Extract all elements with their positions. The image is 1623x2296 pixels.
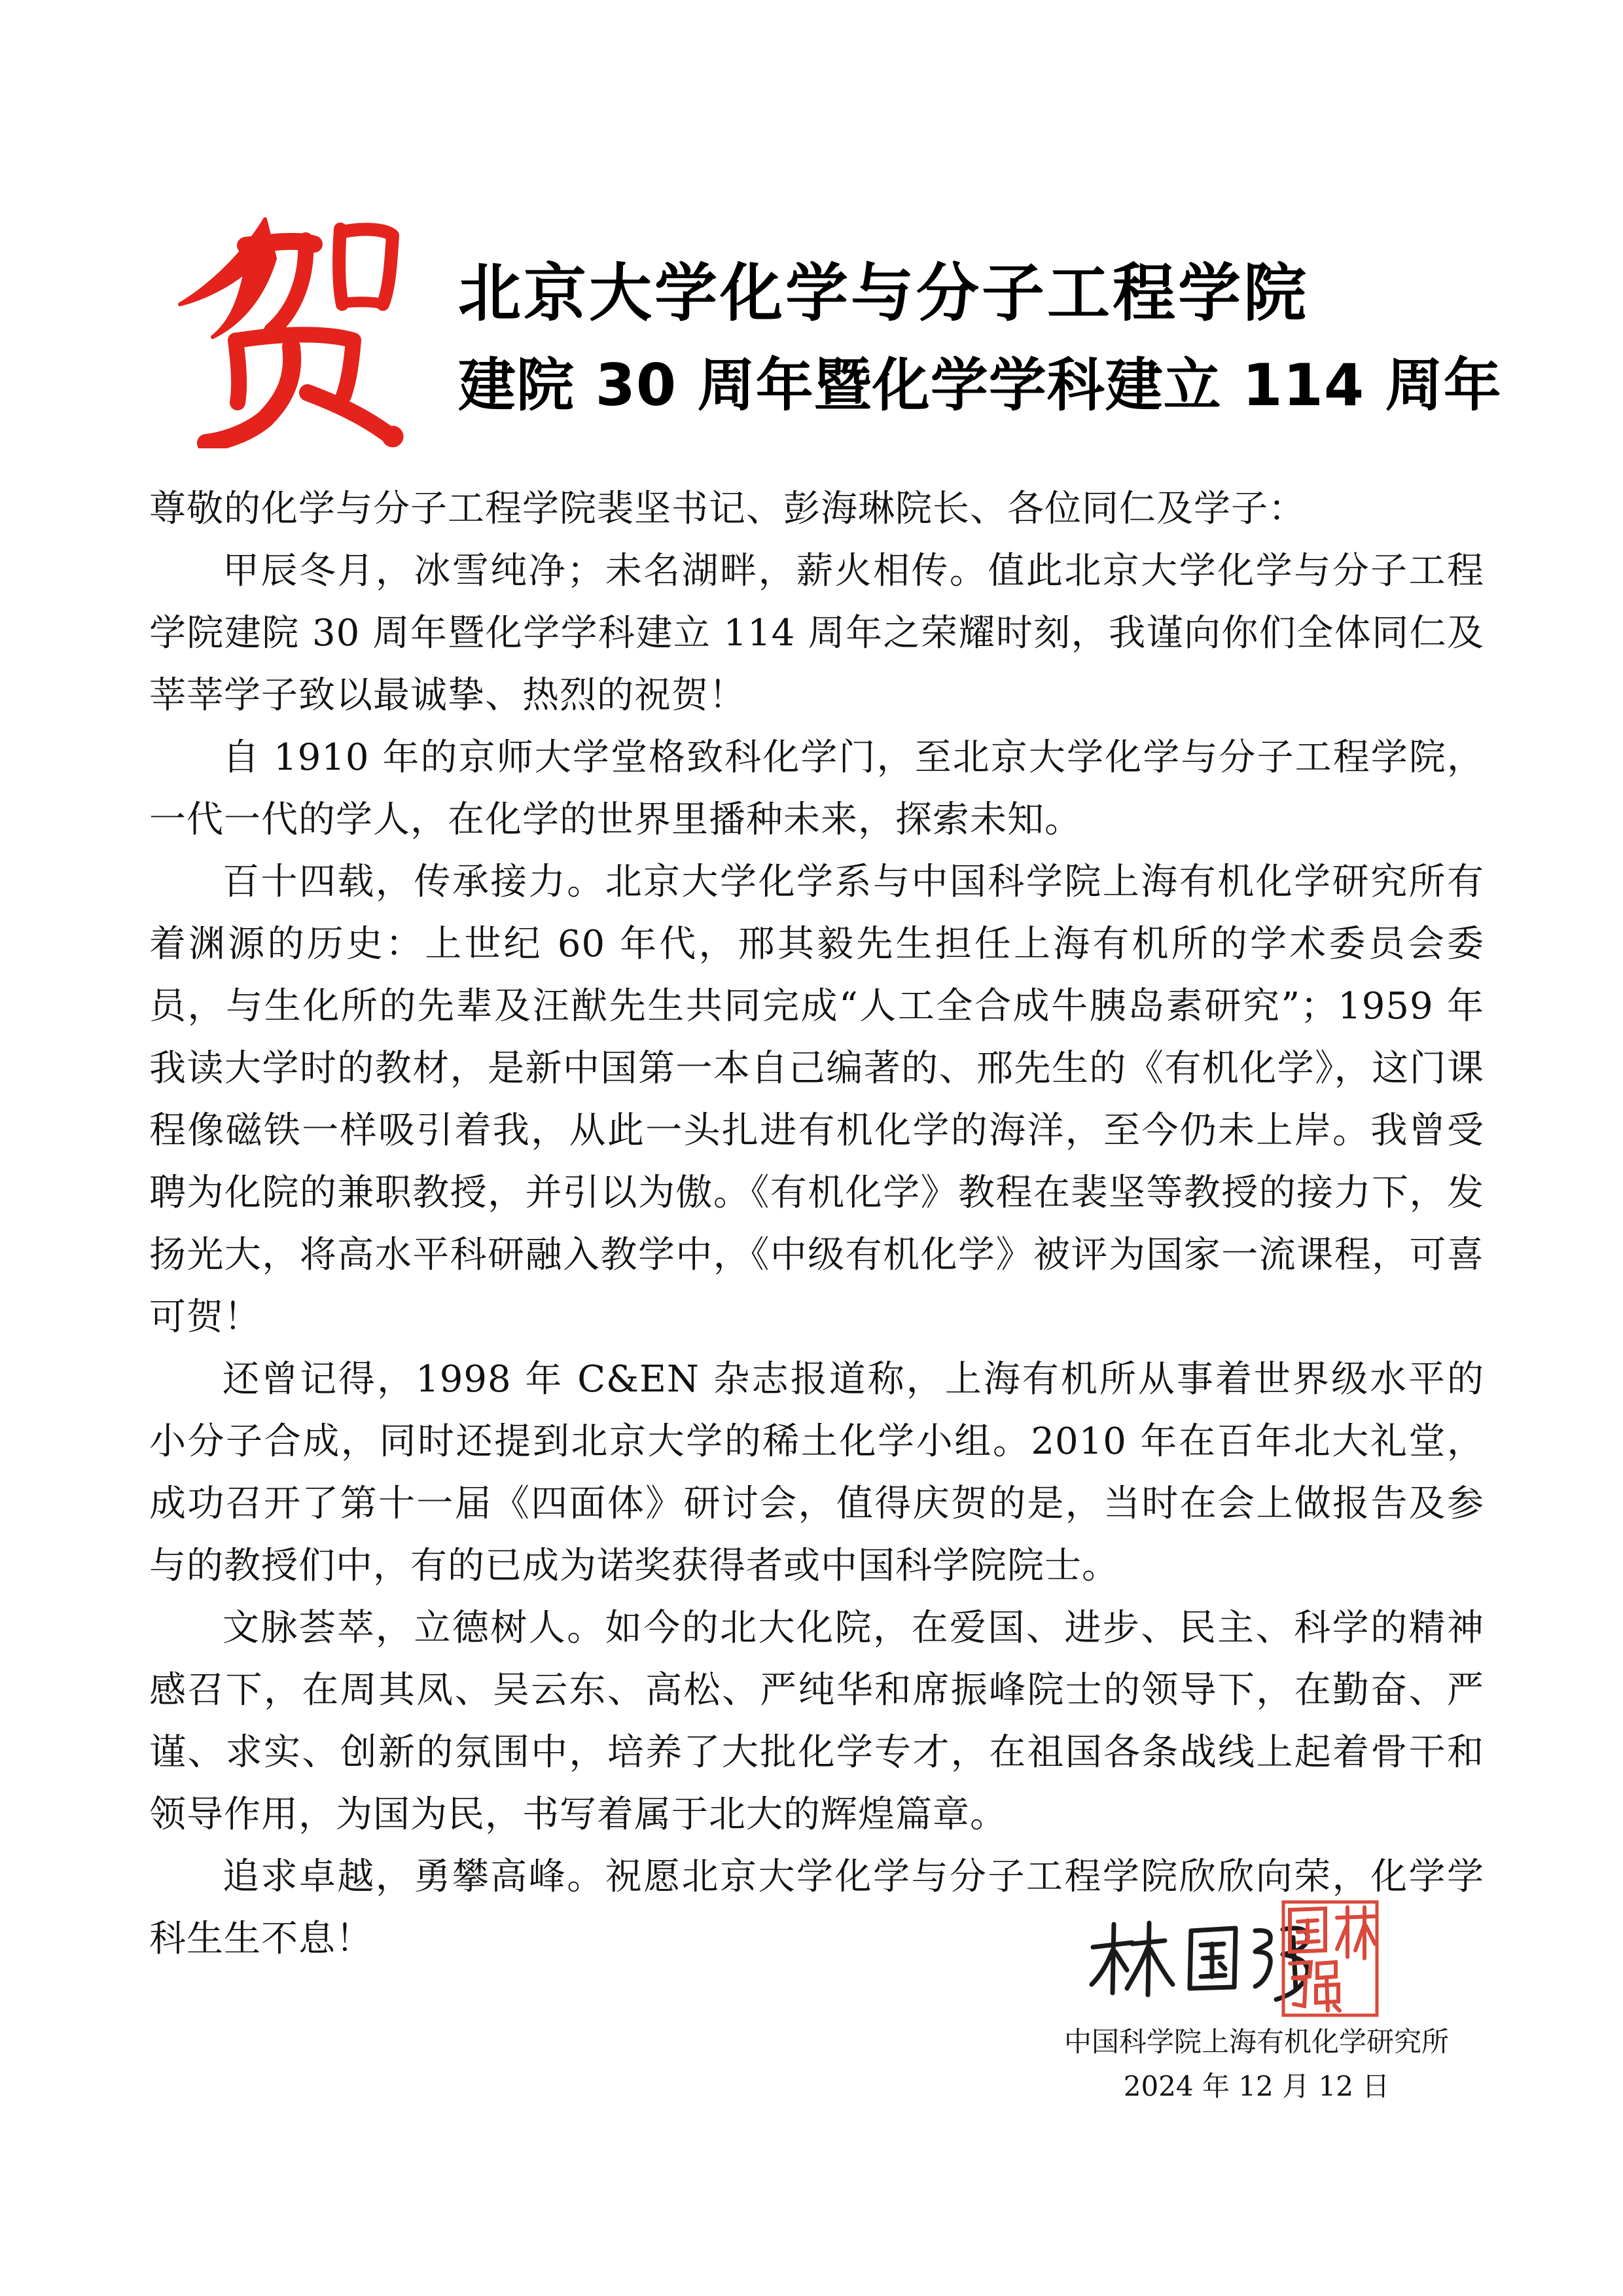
paragraph: 还曾记得，1998 年 C&EN 杂志报道称，上海有机所从事着世界级水平的小分子合成，同时还提到北京大学的稀土化学小组。2010 年在百年北大礼堂，成功召开了第十一届《四面体》研讨会，值得庆贺的是，当时在会上做报告及参与的教授们中，有的已成为诺奖获得者或中国科学院院士。 bbox=[149, 1358, 1484, 1587]
paragraph: 追求卓越，勇攀高峰。祝愿北京大学化学与分子工程学院欣欣向荣，化学学科生生不息！ bbox=[149, 1856, 1484, 1960]
organization-name: 中国科学院上海有机化学研究所 bbox=[1063, 2026, 1449, 2058]
salutation: 尊敬的化学与分子工程学院裴坚书记、彭海琳院长、各位同仁及学子： bbox=[149, 488, 1306, 530]
signature-block bbox=[982, 1898, 1505, 2121]
congratulations-logo-icon bbox=[167, 206, 416, 448]
paragraph: 甲辰冬月，冰雪纯净；未名湖畔，薪火相传。值此北京大学化学与分子工程学院建院 30 周年暨化学学科建立 114 周年之荣耀时刻，我谨向你们全体同仁及莘莘学子致以最诚挚、热烈的祝贺！ bbox=[149, 550, 1484, 717]
signature-date: 2024 年 12 月 12 日 bbox=[1123, 2070, 1390, 2102]
letter-body bbox=[149, 478, 1484, 1970]
paragraph: 自 1910 年的京师大学堂格致科化学门，至北京大学化学与分子工程学院，一代一代的学人，在化学的世界里播种未来，探索未知。 bbox=[149, 736, 1484, 841]
paragraph: 百十四载，传承接力。北京大学化学系与中国科学院上海有机化学研究所有着渊源的历史：上世纪 60 年代，邢其毅先生担任上海有机所的学术委员会委员，与生化所的先辈及汪猷先生共同完成“人工全合成牛胰岛素研究”；1959 年我读大学时的教材，是新中国第一本自己编著的、邢先生的《有机化学》，这门课程像磁铁一样吸引着我，从此一头扎进有机化学的海洋，至今仍未上岸。我曾受聘为化院的兼职教授，并引以为傲。《有机化学》教程在裴坚等教授的接力下，发扬光大，将高水平科研融入教学中，《中级有机化学》被评为国家一流课程，可喜可贺！ bbox=[149, 861, 1484, 1338]
seal-stamp-icon bbox=[1279, 1898, 1381, 2019]
page-subtitle: 建院 30 周年暨化学学科建立 114 周年 bbox=[458, 351, 1502, 419]
paragraph: 文脉荟萃，立德树人。如今的北大化院，在爱国、进步、民主、科学的精神感召下，在周其凤、吴云东、高松、严纯华和席振峰院士的领导下，在勤奋、严谨、求实、创新的氛围中，培养了大批化学专才，在祖国各条战线上起着骨干和领导作用，为国为民，书写着属于北大的辉煌篇章。 bbox=[149, 1607, 1484, 1836]
page-title: 北京大学化学与分子工程学院 bbox=[458, 257, 1309, 330]
